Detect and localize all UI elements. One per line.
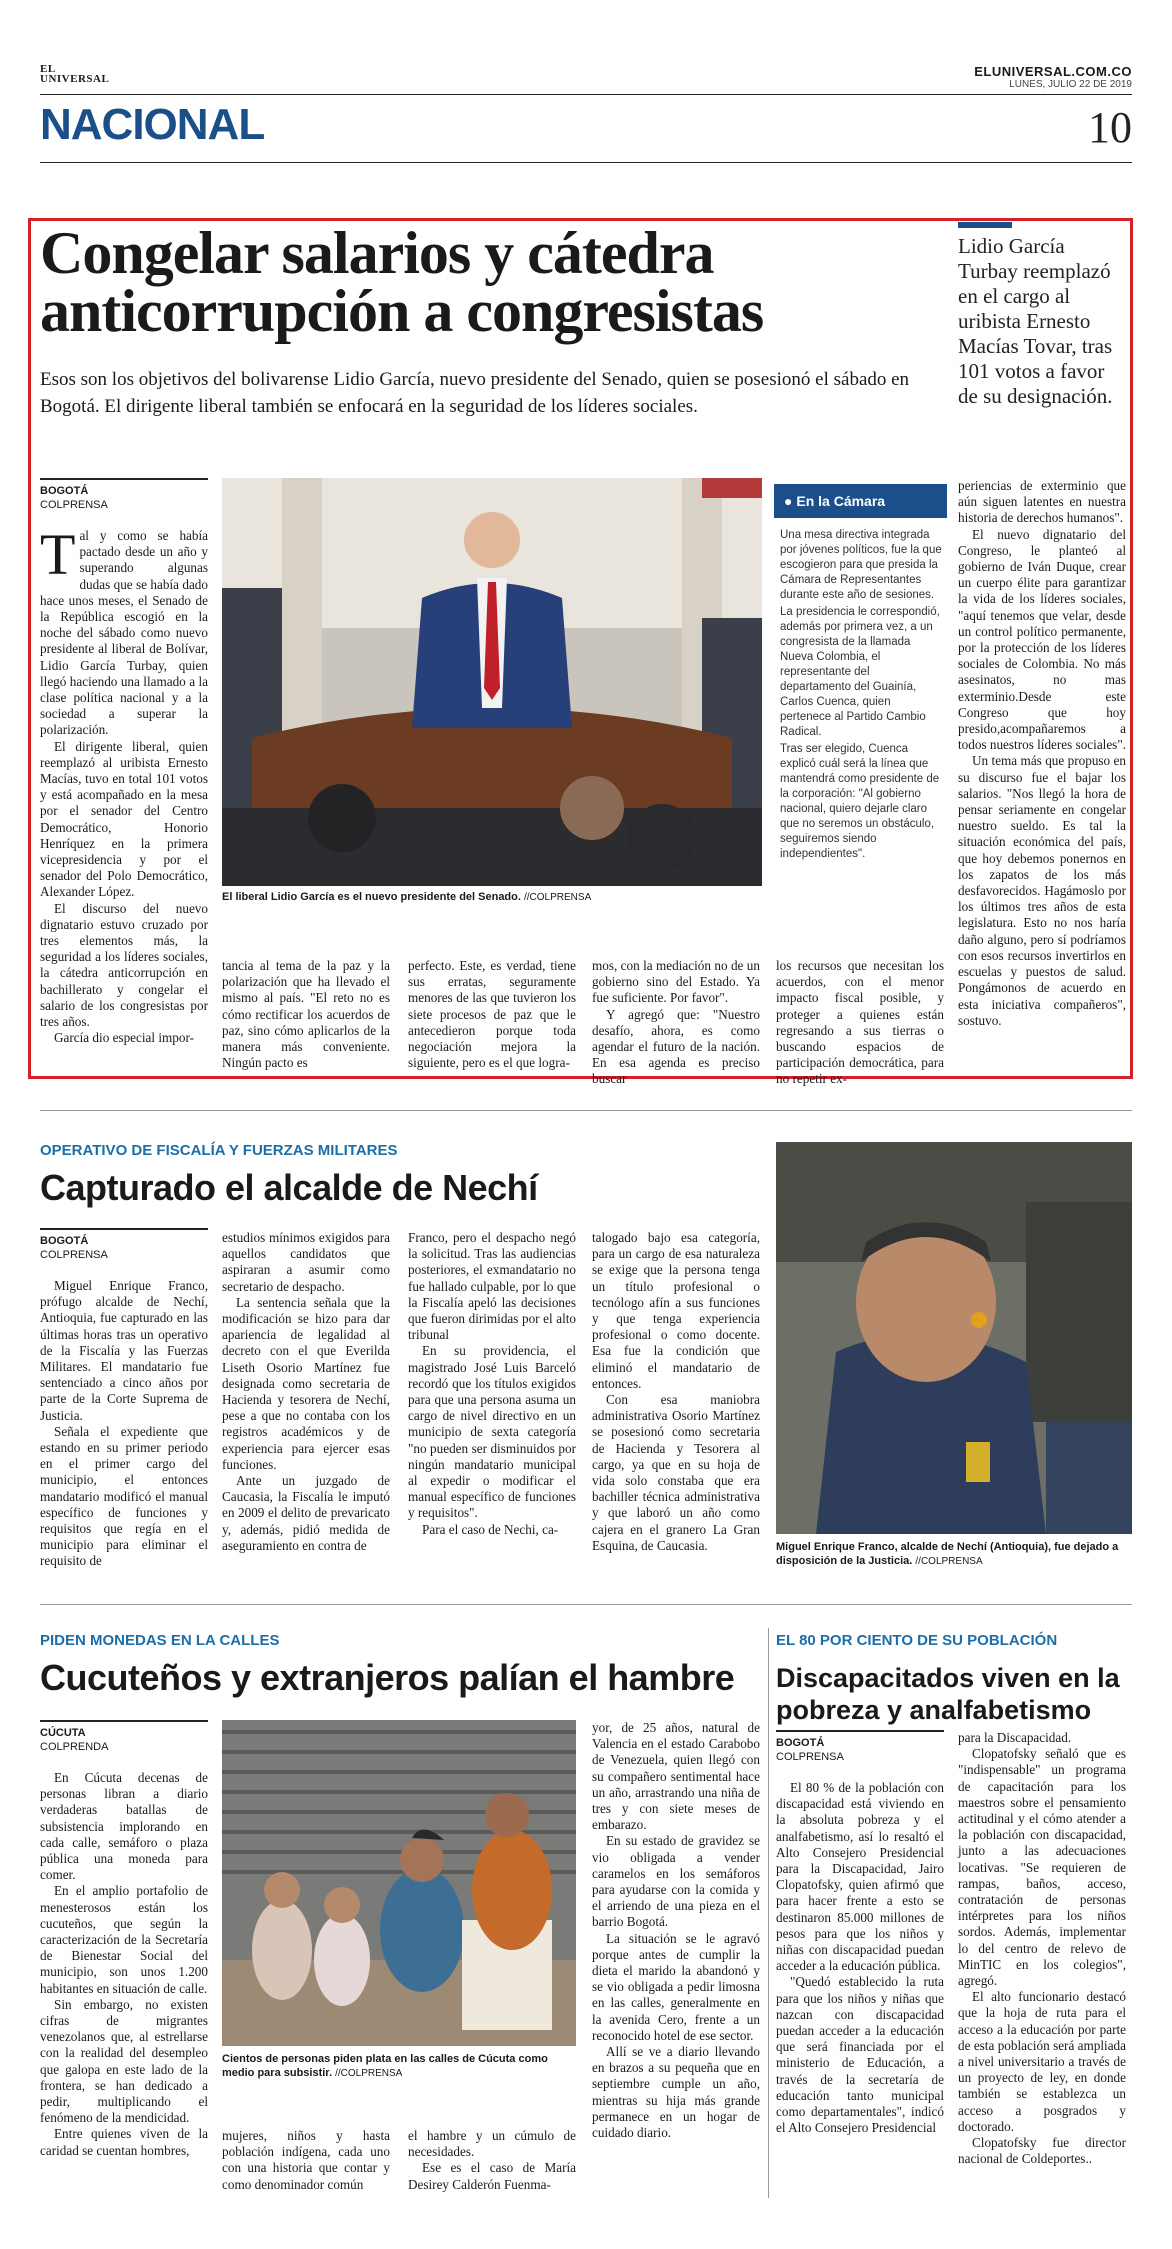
lead-column-5 bbox=[776, 958, 944, 1087]
byline-city: CÚCUTA bbox=[40, 1727, 86, 1739]
paragraph: En su estado de gravidez se vio obligada a vender caramelos en los semáforos para ayudarse con la comida y el arriendo de una pieza en el barrio Bogotá. bbox=[592, 1833, 760, 1930]
paragraph: mujeres, niños y hasta población indígena, cada uno con una historia que contar y como denominador común bbox=[222, 2128, 390, 2192]
paragraph: mos, con la mediación no de un gobierno sino del Estado. Ya fue suficiente. Por favor". bbox=[592, 958, 760, 1006]
paragraph: el hambre y un cúmulo de necesidades. bbox=[408, 2128, 576, 2160]
sidebar-box-body bbox=[780, 528, 942, 864]
paragraph: tancia al tema de la paz y la polarización que ha llevado el mismo al país. "El reto no es cómo rectificar los acuerdos de paz, sino cómo aplicarlos de la manera más conveniente. Ningún pacto es bbox=[222, 958, 390, 1071]
pull-quote: Lidio García Turbay reemplazó en el cargo al uribista Ernesto Macías Tovar, tras 101 votos a favor de su designación. bbox=[958, 234, 1113, 408]
paragraph: Miguel Enrique Franco, prófugo alcalde de Nechí, Antioquia, fue capturado en las últimas horas tras un operativo de la Fiscalía y las Fuerzas Militares. El mandatario fue sentenciado a cinco años por parte de la Corte Suprema de Justicia. bbox=[40, 1278, 208, 1423]
paragraph: Ante un juzgado de Caucasia, la Fiscalía le imputó en 2009 el delito de prevaricato y, además, pidió medida de aseguramiento en contra de bbox=[222, 1473, 390, 1553]
story-divider bbox=[40, 1604, 1132, 1605]
byline-agency: COLPRENSA bbox=[40, 1249, 108, 1261]
story3-photo bbox=[222, 1720, 576, 2046]
newspaper-logo: EL UNIVERSAL bbox=[40, 63, 110, 85]
story2-column-1 bbox=[40, 1278, 208, 1578]
story2-column-2 bbox=[222, 1230, 390, 1578]
paragraph: Ese es el caso de María Desirey Calderón Fuenma- bbox=[408, 2160, 576, 2192]
box-paragraph: Una mesa directiva integrada por jóvenes políticos, fue la que escogieron para que presida la Cámara de Representantes durante este año de sesiones. bbox=[780, 529, 942, 601]
site-url[interactable]: ELUNIVERSAL.COM.CO bbox=[974, 64, 1132, 79]
paragraph: El alto funcionario destacó que la hoja de ruta para el acceso a la educación por parte de esta población será ampliada a nivel universitario a través de un proyecto de ley, en donde también se establezca un acceso a posgrados y doctorado. bbox=[958, 1989, 1126, 2134]
caption-text: El liberal Lidio García es el nuevo presidente del Senado. bbox=[222, 891, 521, 903]
photo-credit: //COLPRENSA bbox=[335, 2068, 403, 2079]
photo-credit: //COLPRENSA bbox=[915, 1556, 983, 1567]
paragraph: periencias de exterminio que aún siguen latentes en nuestra historia de derechos humanos". bbox=[958, 478, 1126, 526]
drop-cap: T bbox=[40, 522, 76, 587]
paragraph: estudios mínimos exigidos para aquellos candidatos que aspiraran a asumir como secretario de despacho. bbox=[222, 1230, 390, 1294]
byline-city: BOGOTÁ bbox=[40, 1235, 89, 1247]
paragraph: talogado bajo esa categoría, para un cargo de esa naturaleza se exige que la persona tenga un título profesional o tecnólogo afín a sus funciones y que tenga experiencia profesional o como docente. Esa fue la condición que eliminó el mandatario de entonces. bbox=[592, 1230, 760, 1391]
paragraph: El nuevo dignatario del Congreso, le planteó al gobierno de Iván Duque, crear un cuerpo élite para garantizar la vida de los líderes sociales, "aquí tenemos que velar, desde un control político permanente, por la protección de los líderes sociales de Colombia. No más asesinatos, no mas exterminio.Desde este Congreso que hoy presido,acompañaremos a todos nuestros líderes sociales". bbox=[958, 526, 1126, 753]
byline-agency: COLPRENSA bbox=[776, 1751, 844, 1763]
paragraph: para la Discapacidad. bbox=[958, 1730, 1072, 1745]
paragraph: La sentencia señala que la modificación se hizo para dar apariencia de legalidad al decreto con el que Everilda Liseth Osorio Martínez fue designada como secretaria de Hacienda y tesorera de Nechí, pese a que no contaba con los registros académicos y de experiencia para ejercer esas funciones. bbox=[222, 1294, 390, 1472]
paragraph: "Quedó establecido la ruta para que los niños y niñas que nazcan con discapacidad puedan acceder a la educación que será financiada por el ministerio de Educación, a través de la secretaría de educación tanto municipal como departamentales", indicó el Alto Consejero Presidencial bbox=[776, 1974, 944, 2136]
story2-kicker: OPERATIVO DE FISCALÍA Y FUERZAS MILITARES bbox=[40, 1142, 398, 1159]
story3-photo-caption bbox=[222, 2052, 576, 2081]
caption-text: Cientos de personas piden plata en las calles de Cúcuta como medio para subsistir. bbox=[222, 2053, 548, 2079]
story2-column-4 bbox=[592, 1230, 760, 1578]
paragraph: los recursos que necesitan los acuerdos, con el menor impacto fiscal posible, y proteger a quienes están regresando a sus tierras o buscando espacios de participación democrática, para no repetir ex- bbox=[776, 958, 944, 1087]
story3-kicker: PIDEN MONEDAS EN LA CALLES bbox=[40, 1632, 280, 1649]
section-rule bbox=[40, 162, 1132, 163]
paragraph: Con esa maniobra administrativa Osorio Martínez se posesionó como secretaria de Hacienda y Tesorera al cargo, ya que en su hoja de vida solo constaba que era bachiller técnica administrativa y que laboró un año como cajera en el granero La Gran Esquina, de Caucasia. bbox=[592, 1392, 760, 1553]
paragraph: García dio especial impor- bbox=[54, 1030, 194, 1046]
story3-column-2 bbox=[222, 2128, 390, 2192]
lead-column-2 bbox=[222, 958, 390, 1070]
lead-photo-caption bbox=[222, 890, 762, 905]
byline-city: BOGOTÁ bbox=[40, 485, 89, 497]
lead-deck: Esos son los objetivos del bolivarense Lidio García, nuevo presidente del Senado, quien se posesionó el sábado en Bogotá. El dirigente liberal también se enfocará en la seguridad de los líderes sociales. bbox=[40, 369, 910, 417]
story2-headline: Capturado el alcalde de Nechí bbox=[40, 1167, 538, 1208]
paragraph: Clopatofsky fue director nacional de Coldeportes.. bbox=[958, 2135, 1126, 2167]
site-info bbox=[974, 64, 1132, 90]
paragraph: En Cúcuta decenas de personas libran a diario verdaderas batallas de subsistencia implorando en cada calle, semáforo o plaza pública una moneda para comer. bbox=[40, 1770, 208, 1883]
paragraph: perfecto. Este, es verdad, tiene sus erratas, seguramente menores de las que tuvieron los siete procesos de paz que le antecedieron porque toda negociación mejora la siguiente, pero es el que logra- bbox=[408, 958, 576, 1071]
paragraph: El dirigente liberal, quien reemplazó al uribista Ernesto Macías, tuvo en total 101 votos y está acompañado en la mesa por el senador del Centro Democrático, Honorio Henríquez en la primera vicepresidencia y por el senador del Polo Democrático, Alexander López. bbox=[40, 738, 208, 900]
byline-agency: COLPRENDA bbox=[40, 1741, 109, 1753]
lead-headline: Congelar salarios y cátedra anticorrupción a congresistas bbox=[40, 220, 764, 344]
story3-column-3 bbox=[408, 2128, 576, 2192]
story2-photo bbox=[776, 1142, 1132, 1534]
paragraph: Señala el expediente que estando en su primer periodo en el primer cargo del municipio, el entonces mandatario modificó el manual específico de funciones y requisitos que regía en el municipio para eliminar el requisito de bbox=[40, 1423, 208, 1569]
lead-column-6 bbox=[958, 478, 1126, 1070]
paragraph: Y agregó que: "Nuestro desafío, ahora, es como agendar el futuro de la nación. En esa agenda es preciso buscar bbox=[592, 1006, 760, 1087]
story4-byline bbox=[776, 1730, 944, 1764]
sidebar-box-title-text: En la Cámara bbox=[796, 493, 886, 509]
lead-column-3 bbox=[408, 958, 576, 1070]
bullet-icon: ● bbox=[784, 493, 793, 509]
story4-column-1 bbox=[776, 1780, 944, 2188]
paragraph-text: al y como se había pactado desde un año y superando algunas dudas que se había dado hace unos meses, el Senado de la República escogió en la noche del sábado como nuevo presidente al liberal de Bolívar, Lidio García Turbay, quien llegó haciendo una llamado a la clase política nacional y a la sociedad a superar la polarización. bbox=[40, 528, 208, 738]
story4-kicker: EL 80 POR CIENTO DE SU POBLACIÓN bbox=[776, 1632, 1058, 1649]
page-number: 10 bbox=[1088, 103, 1132, 152]
senate-president-photo bbox=[222, 478, 762, 886]
story2-column-3 bbox=[408, 1230, 576, 1578]
paragraph: Un tema más que propuso en su discurso fue el bajar los salarios. "Nos llegó la hora de pensar seriamente en congelar nuestro sueldo. Es tal la situación económica del país, que hoy debemos ponernos en los zapatos de los más desfavorecidos. Hagámoslo por los últimos tres años de esta legislatura. Esto no nos haría daño alguno, pero sí podríamos con esos recursos invertirlos en escuelas y puestos de salud. Pongámonos de acuerdo en esta iniciativa compañeros", sostuvo. bbox=[958, 753, 1126, 1028]
story2-photo-caption bbox=[776, 1540, 1132, 1569]
column-divider bbox=[768, 1628, 769, 2198]
paragraph: Franco, pero el despacho negó la solicitud. Tras las audiencias posteriores, el exmandatario no fue hallado culpable, por lo que la Fiscalía apeló las decisiones que fueron dirimidas por el alto tribunal bbox=[408, 1230, 576, 1343]
paragraph: Para el caso de Nechi, ca- bbox=[422, 1521, 559, 1537]
box-paragraph: La presidencia le correspondió, además por primera vez, a un congresista de la llamada Nueva Colombia, el representante del departamento del Guainía, Carlos Cuenca, quien pertenece al Partido Cambio Radical. bbox=[780, 606, 940, 738]
paragraph: Entre quienes viven de la caridad se cuentan hombres, bbox=[40, 2126, 208, 2158]
lead-byline bbox=[40, 478, 208, 512]
paragraph bbox=[40, 522, 208, 739]
section-title: NACIONAL bbox=[40, 100, 265, 149]
paragraph: Allí se ve a diario llevando en brazos a su pequeña que en septiembre cumple un año, mientras su hija más grande permanece en un hogar de cuidado diario. bbox=[592, 2044, 760, 2141]
sidebar-box-title bbox=[774, 484, 947, 518]
story3-byline bbox=[40, 1720, 208, 1754]
street-beggars-photo bbox=[222, 1720, 576, 2046]
story4-headline: Discapacitados viven en la pobreza y analfabetismo bbox=[776, 1663, 1120, 1725]
paragraph: La situación se le agravó porque antes de cumplir la dieta el marido la abandonó y se vio obligada a pedir limosna en las calles, generalmente en la avenida Cero, frente a un reconocido hotel de ese sector. bbox=[592, 1930, 760, 2043]
paragraph: Clopatofsky señaló que es "indispensable" un programa de capacitación para los maestros sobre el pensamiento actitudinal y el cómo atender a la población con discapacidad, junto a las adecuaciones locativas. "Se requieren de rampas, baños, acceso, contratación de personas intérpretes para los niños sordos. Además, implementar lo del centro de relevo de MinTIC en los colegios", agregó. bbox=[958, 1746, 1126, 1989]
box-paragraph: Tras ser elegido, Cuenca explicó cuál será la línea que mantendrá como presidente de la corporación: "Al gobierno nacional, quiero dejarle claro que no seremos un obstáculo, seguiremos siendo independientes". bbox=[780, 743, 940, 860]
paragraph: En el amplio portafolio de menesterosos están los cucuteños, que según la caracterización de la Secretaría de Bienestar Social del municipio, son unos 1.200 habitantes en situación de calle. bbox=[40, 1883, 208, 1996]
lead-column-1 bbox=[40, 522, 208, 1071]
paragraph: El 80 % de la población con discapacidad está viviendo en la absoluta pobreza y el analfabetismo, así lo resaltó el Alto Consejero Presidencial para la Discapacidad, Jairo Clopatofsky, quien afirmó que para hacer frente a esto se destinaron 85.000 millones de pesos para que los niños y niñas con discapacidad puedan acceder a la educación pública. bbox=[776, 1780, 944, 1974]
story-divider bbox=[40, 1110, 1132, 1111]
caption-text: Miguel Enrique Franco, alcalde de Nechí (Antioquia), fue dejado a disposición de la Justicia. bbox=[776, 1541, 1119, 1567]
byline-agency: COLPRENSA bbox=[40, 499, 108, 511]
issue-date: LUNES, JULIO 22 DE 2019 bbox=[1009, 79, 1132, 90]
story2-byline bbox=[40, 1228, 208, 1262]
story4-column-2 bbox=[958, 1730, 1126, 2188]
paragraph: Sin embargo, no existen cifras de migrantes venezolanos que, al estrellarse con la realidad del desempleo que galopa en este lado de la frontera, se han dedicado a pedir, multiplicando el fenómeno de la mendicidad. bbox=[40, 1996, 208, 2126]
byline-city: BOGOTÁ bbox=[776, 1737, 825, 1749]
photo-credit: //COLPRENSA bbox=[524, 892, 592, 903]
paragraph: En su providencia, el magistrado José Luis Barceló recordó que los títulos exigidos para que una persona asuma un cargo de nivel directivo en un municipio de sexta categoría "no pueden ser disminuidos por ningún mandatario municipal al expedir o modificar el manual específico de funciones y requisitos". bbox=[408, 1343, 576, 1521]
pull-quote-bar bbox=[958, 222, 1012, 228]
story3-headline: Cucuteños y extranjeros palían el hambre bbox=[40, 1657, 735, 1698]
mayor-arrest-photo bbox=[776, 1142, 1132, 1534]
lead-photo bbox=[222, 478, 762, 886]
story3-column-1 bbox=[40, 1770, 208, 2185]
story3-column-4 bbox=[592, 1720, 760, 2188]
paragraph: yor, de 25 años, natural de Valencia en el estado Carabobo de Venezuela, quien llegó con su compañero sentimental hace un año, arrastrando una niña de tres y con siete meses de embarazo. bbox=[592, 1720, 760, 1833]
paragraph: El discurso del nuevo dignatario estuvo cruzado por tres elementos más, la seguridad a los líderes sociales, la cátedra anticorrupción en bachillerato y congelar el salario de los congresistas por tres años. bbox=[40, 900, 208, 1030]
masthead-rule bbox=[40, 94, 1132, 95]
lead-column-4 bbox=[592, 958, 760, 1087]
